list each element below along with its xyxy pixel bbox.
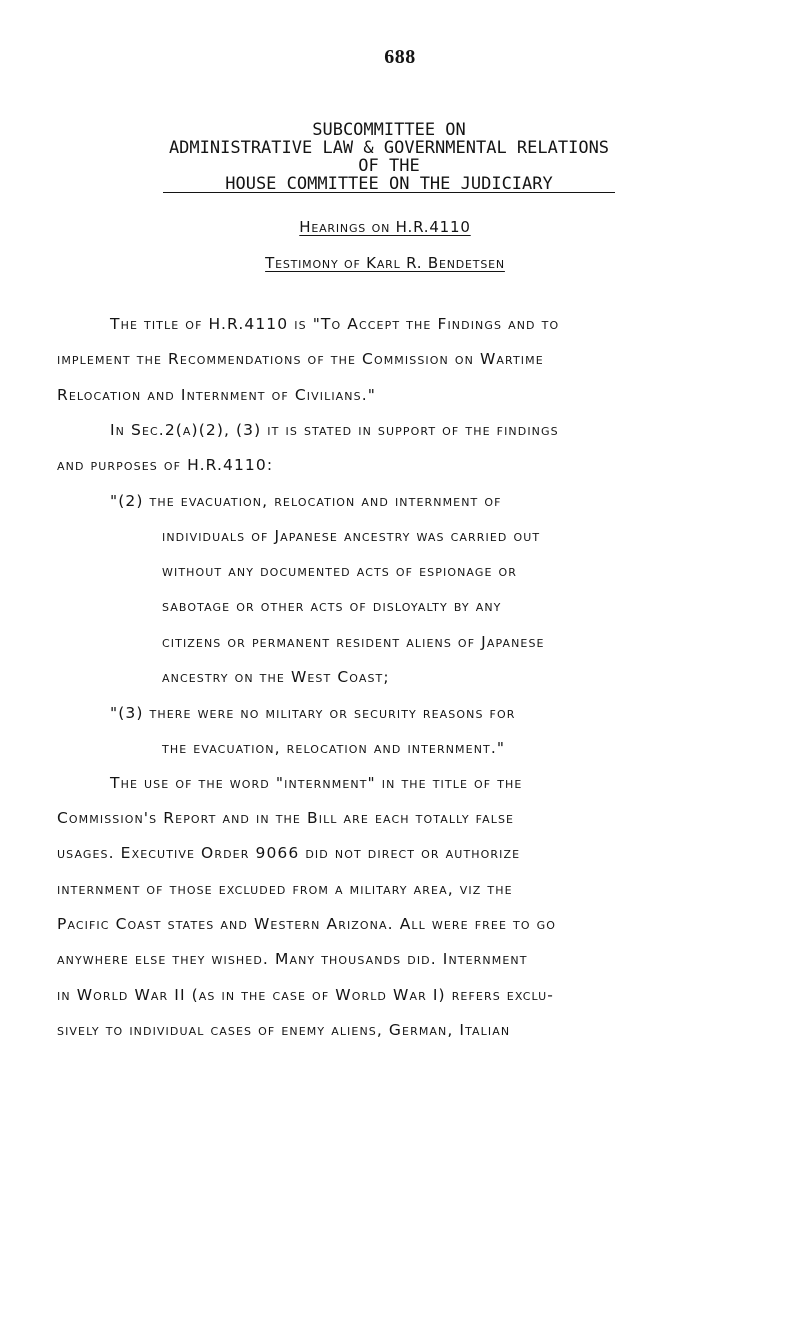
header-underline bbox=[163, 192, 615, 193]
header-line-4: HOUSE COMMITTEE ON THE JUDICIARY bbox=[225, 174, 553, 194]
text-line: Relocation and Internment of Civilians." bbox=[57, 386, 376, 404]
text-line: sabotage or other acts of disloyalty by any bbox=[162, 597, 502, 615]
text-line: "(2) the evacuation, relocation and internment of bbox=[110, 492, 502, 510]
text-line: "(3) there were no military or security reasons for bbox=[110, 704, 516, 722]
text-line: implement the Recommendations of the Commission on Wartime bbox=[57, 350, 544, 368]
text-line: internment of those excluded from a military area, viz the bbox=[57, 880, 513, 898]
hearings-heading: Hearings on H.R.4110 bbox=[299, 218, 471, 236]
text-line: the evacuation, relocation and internment." bbox=[162, 739, 506, 757]
text-line: citizens or permanent resident aliens of Japanese bbox=[162, 633, 545, 651]
header-line-1: SUBCOMMITTEE ON bbox=[312, 120, 466, 140]
text-line: and purposes of H.R.4110: bbox=[57, 456, 274, 474]
text-line: sively to individual cases of enemy aliens, German, Italian bbox=[57, 1021, 511, 1039]
page-number: 688 bbox=[384, 46, 416, 68]
text-line: In Sec.2(a)(2), (3) it is stated in support of the findings bbox=[110, 421, 559, 439]
text-line: ancestry on the West Coast; bbox=[162, 668, 390, 686]
text-line: without any documented acts of espionage or bbox=[162, 562, 518, 580]
text-line: anywhere else they wished. Many thousands did. Internment bbox=[57, 950, 528, 968]
text-line: The use of the word "internment" in the title of the bbox=[110, 774, 523, 792]
text-line: The title of H.R.4110 is "To Accept the Findings and to bbox=[110, 315, 560, 333]
header-line-3: OF THE bbox=[358, 156, 420, 176]
text-line: Commission's Report and in the Bill are each totally false bbox=[57, 809, 515, 827]
header-line-2: ADMINISTRATIVE LAW & GOVERNMENTAL RELATIONS bbox=[168, 138, 610, 158]
testimony-heading: Testimony of Karl R. Bendetsen bbox=[265, 254, 505, 272]
text-line: Pacific Coast states and Western Arizona. All were free to go bbox=[57, 915, 557, 933]
text-line: in World War II (as in the case of World War I) refers exclu- bbox=[57, 986, 555, 1004]
text-line: individuals of Japanese ancestry was carried out bbox=[162, 527, 541, 545]
text-line: usages. Executive Order 9066 did not direct or authorize bbox=[57, 844, 521, 862]
